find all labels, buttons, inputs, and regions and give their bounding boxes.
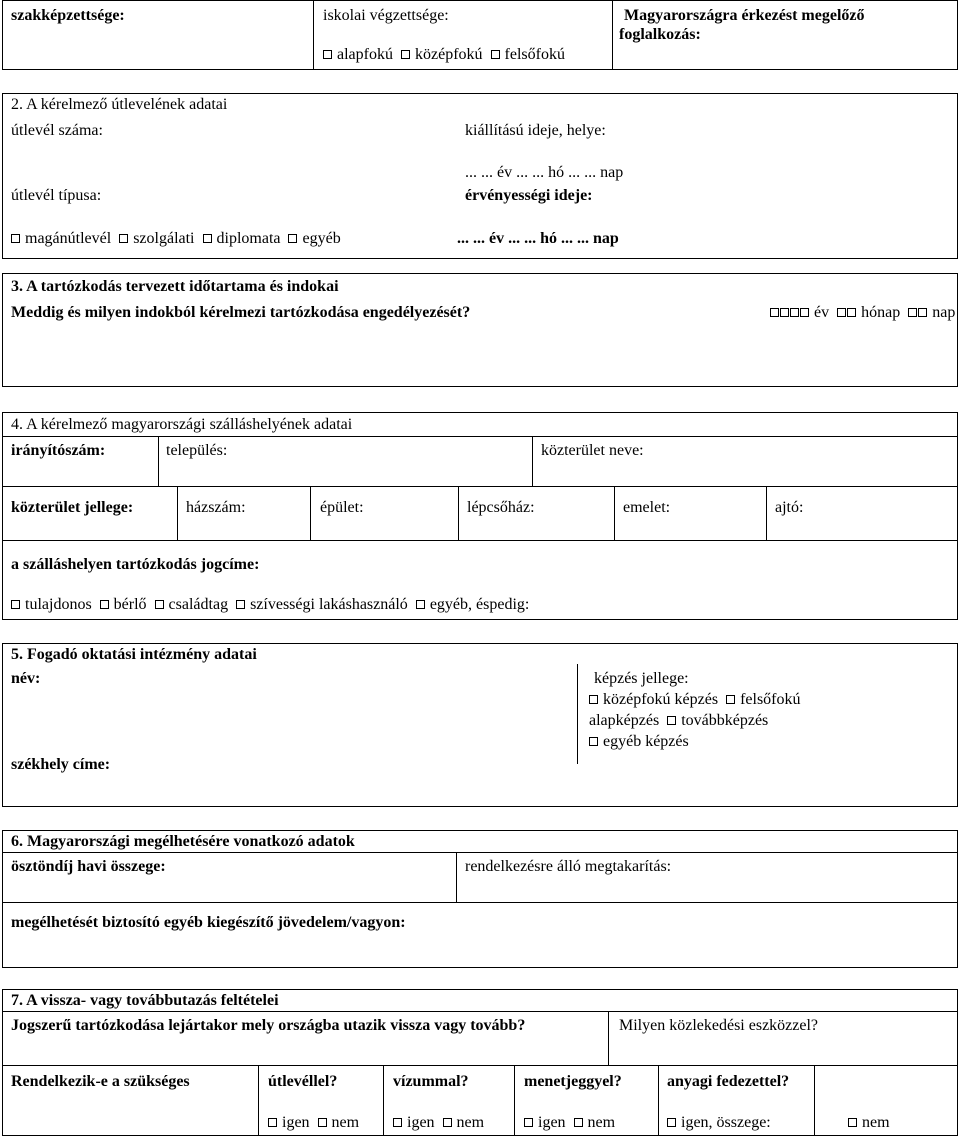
transport-question: Milyen közlekedési eszközzel? <box>619 1017 819 1034</box>
prev-occupation-label-1: Magyarországra érkezést megelőző <box>624 7 865 24</box>
checkbox-icon[interactable] <box>288 234 297 243</box>
checkbox-icon[interactable] <box>443 1118 452 1127</box>
passport-question: útlevéllel? <box>268 1073 338 1090</box>
funds-answer: igen, összege: <box>667 1114 771 1132</box>
divider <box>2 540 958 541</box>
checkbox-icon[interactable] <box>203 234 212 243</box>
checkbox-icon[interactable] <box>416 600 425 609</box>
checkbox-icon[interactable] <box>589 695 598 704</box>
ticket-answer: igen nem <box>524 1114 615 1132</box>
city-label: település: <box>166 442 228 459</box>
section5-box <box>2 643 958 807</box>
street-type-label: közterület jellege: <box>11 499 134 516</box>
checkbox-icon[interactable] <box>11 600 20 609</box>
checkbox-icon[interactable] <box>837 308 846 317</box>
checkbox-icon[interactable] <box>323 50 332 59</box>
floor-label: emelet: <box>623 499 671 516</box>
divider <box>383 1065 384 1136</box>
visa-question: vízummal? <box>393 1073 469 1090</box>
validity-date-line: ... ... év ... ... hó ... ... nap <box>457 230 619 247</box>
has-needed-label: Rendelkezik-e a szükséges <box>11 1073 190 1090</box>
training-options-2: alapképzés továbbképzés <box>589 712 769 729</box>
divider <box>766 486 767 540</box>
institution-name-label: név: <box>11 670 41 687</box>
training-options-3: egyéb képzés <box>589 733 689 751</box>
issue-label: kiállítású ideje, helye: <box>465 122 606 139</box>
visa-answer: igen nem <box>393 1114 484 1132</box>
other-income-label: megélhetését biztosító egyéb kiegészítő jövedelem/vagyon: <box>11 914 406 931</box>
scholarship-label: ösztöndíj havi összege: <box>11 858 166 875</box>
checkbox-icon[interactable] <box>11 234 20 243</box>
divider <box>577 664 578 764</box>
divider <box>608 1011 609 1065</box>
checkbox-icon[interactable] <box>790 308 799 317</box>
checkbox-icon[interactable] <box>574 1118 583 1127</box>
section5-title: 5. Fogadó oktatási intézmény adatai <box>11 646 257 663</box>
passport-answer: igen nem <box>268 1114 359 1132</box>
ticket-question: menetjeggyel? <box>524 1073 622 1090</box>
divider <box>514 1065 515 1136</box>
education-label: iskolai végzettsége: <box>323 7 449 24</box>
divider <box>458 486 459 540</box>
checkbox-icon[interactable] <box>155 600 164 609</box>
checkbox-icon[interactable] <box>491 50 500 59</box>
divider <box>313 0 314 70</box>
divider <box>2 852 958 853</box>
divider <box>614 486 615 540</box>
checkbox-icon[interactable] <box>770 308 779 317</box>
legal-basis-options: tulajdonos bérlő családtag szívességi lakáshasználó egyéb, éspedig: <box>11 596 529 614</box>
section2-title: 2. A kérelmező útlevelének adatai <box>11 96 228 113</box>
checkbox-icon[interactable] <box>268 1118 277 1127</box>
duration-question: Meddig és milyen indokból kérelmezi tartózkodása engedélyezését? <box>11 304 471 321</box>
section6-title: 6. Magyarországi megélhetésére vonatkozó adatok <box>11 833 355 850</box>
house-no-label: házszám: <box>186 499 246 516</box>
divider <box>814 1065 815 1136</box>
section4-title: 4. A kérelmező magyarországi szálláshelyének adatai <box>11 416 353 433</box>
checkbox-icon[interactable] <box>726 695 735 704</box>
destination-question: Jogszerű tartózkodása lejártakor mely országba utazik vissza vagy tovább? <box>11 1017 526 1034</box>
zip-label: irányítószám: <box>11 442 106 459</box>
checkbox-icon[interactable] <box>393 1118 402 1127</box>
passport-type-options: magánútlevél szolgálati diplomata egyéb <box>11 230 341 248</box>
divider <box>2 436 958 437</box>
divider <box>2 902 958 903</box>
passport-number-label: útlevél száma: <box>11 122 103 139</box>
duration-units: év hónap nap <box>770 304 955 322</box>
staircase-label: lépcsőház: <box>467 499 535 516</box>
street-label: közterület neve: <box>541 442 644 459</box>
divider <box>658 1065 659 1136</box>
checkbox-icon[interactable] <box>524 1118 533 1127</box>
funds-no-answer: nem <box>848 1114 890 1132</box>
checkbox-icon[interactable] <box>800 308 809 317</box>
training-type-label: képzés jellege: <box>594 670 689 687</box>
passport-type-label: útlevél típusa: <box>11 187 102 204</box>
checkbox-icon[interactable] <box>236 600 245 609</box>
divider <box>310 486 311 540</box>
divider <box>456 852 457 902</box>
institution-seat-label: székhely címe: <box>11 756 111 773</box>
divider <box>158 436 159 486</box>
checkbox-icon[interactable] <box>918 308 927 317</box>
checkbox-icon[interactable] <box>589 737 598 746</box>
divider <box>532 436 533 486</box>
checkbox-icon[interactable] <box>318 1118 327 1127</box>
training-options-1: középfokú képzés felsőfokú <box>589 691 801 709</box>
checkbox-icon[interactable] <box>908 308 917 317</box>
section3-title: 3. A tartózkodás tervezett időtartama és indokai <box>11 278 339 295</box>
savings-label: rendelkezésre álló megtakarítás: <box>465 858 672 875</box>
checkbox-icon[interactable] <box>780 308 789 317</box>
prev-occupation-label-2: foglalkozás: <box>619 26 701 43</box>
checkbox-icon[interactable] <box>401 50 410 59</box>
divider <box>258 1065 259 1136</box>
divider <box>2 1011 958 1012</box>
funds-question: anyagi fedezettel? <box>667 1073 790 1090</box>
legal-basis-label: a szálláshelyen tartózkodás jogcíme: <box>11 556 260 573</box>
education-options: alapfokú középfokú felsőfokú <box>323 46 565 64</box>
checkbox-icon[interactable] <box>847 308 856 317</box>
qualification-label: szakképzettsége: <box>11 7 125 24</box>
checkbox-icon[interactable] <box>667 716 676 725</box>
checkbox-icon[interactable] <box>119 234 128 243</box>
divider <box>2 486 958 487</box>
building-label: épület: <box>320 499 364 516</box>
validity-label: érvényességi ideje: <box>465 187 593 204</box>
checkbox-icon[interactable] <box>848 1118 857 1127</box>
checkbox-icon[interactable] <box>100 600 109 609</box>
door-label: ajtó: <box>775 499 804 516</box>
checkbox-icon[interactable] <box>667 1118 676 1127</box>
issue-date-line: ... ... év ... ... hó ... ... nap <box>465 164 624 181</box>
divider <box>612 0 613 70</box>
section7-title: 7. A vissza- vagy továbbutazás feltételei <box>11 992 279 1009</box>
divider <box>177 486 178 540</box>
